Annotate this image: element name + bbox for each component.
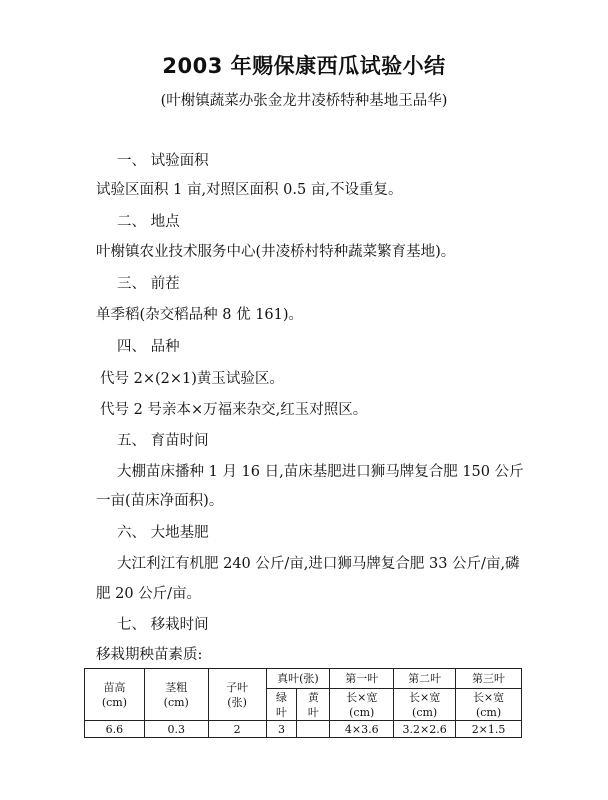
- header-stem-thickness: 茎粗 (cm): [144, 669, 208, 721]
- section-body-location: 叶榭镇农业技术服务中心(井凌桥村特种蔬菜繁育基地)。: [96, 244, 456, 260]
- header-yellow-leaf: 黄 叶: [297, 689, 330, 721]
- header-leaf3-title: 第三叶: [456, 669, 522, 689]
- cell-leaf2: 3.2×2.6: [394, 721, 456, 738]
- header-seedling-height: 苗高 (cm): [85, 669, 145, 721]
- cell-green-leaf: 3: [266, 721, 297, 738]
- header-cotyledon: 子叶 (张): [208, 669, 266, 721]
- section-body-area: 试验区面积 1 亩,对照区面积 0.5 亩,不设重复。: [96, 182, 403, 198]
- section-heading-location: 二、 地点: [117, 214, 180, 230]
- section-body-seedling-time-1: 大棚苗床播种 1 月 16 日,苗床基肥进口狮马牌复合肥 150 公斤: [117, 464, 524, 480]
- section-heading-previous-crop: 三、 前茬: [117, 276, 180, 292]
- page-subtitle: (叶榭镇蔬菜办张金龙井凌桥特种基地王品华): [160, 93, 448, 109]
- header-leaf1-size: 长×宽 (cm): [330, 689, 394, 721]
- section-body-seedling-time-2: 一亩(苗床净面积)。: [96, 493, 224, 509]
- section-heading-seedling-time: 五、 育苗时间: [117, 433, 209, 449]
- section-heading-transplant-time: 七、 移栽时间: [117, 617, 209, 633]
- section-body-base-fertilizer-2: 肥 20 公斤/亩。: [96, 586, 202, 602]
- table-row: [85, 721, 522, 738]
- section-body-variety-2: 代号 2 号亲本×万福来杂交,红玉对照区。: [100, 402, 368, 418]
- cell-height: 6.6: [85, 721, 145, 738]
- header-leaf1-title: 第一叶: [330, 669, 394, 689]
- cell-yellow-leaf: [297, 721, 330, 738]
- header-green-leaf: 绿 叶: [266, 689, 297, 721]
- header-leaf3-size: 长×宽 (cm): [456, 689, 522, 721]
- section-heading-area: 一、 试验面积: [117, 153, 209, 169]
- cell-stem: 0.3: [144, 721, 208, 738]
- section-body-transplant-time: 移栽期秧苗素质:: [96, 647, 203, 663]
- section-heading-base-fertilizer: 六、 大地基肥: [117, 525, 209, 541]
- cell-leaf3: 2×1.5: [456, 721, 522, 738]
- section-heading-variety: 四、 品种: [117, 339, 180, 355]
- seedling-quality-table: [84, 668, 522, 738]
- cell-cotyledon: 2: [208, 721, 266, 738]
- header-leaf2-title: 第二叶: [394, 669, 456, 689]
- section-body-previous-crop: 单季稻(杂交稻品种 8 优 161)。: [96, 307, 304, 323]
- section-body-base-fertilizer-1: 大江利江有机肥 240 公斤/亩,进口狮马牌复合肥 33 公斤/亩,磷: [117, 556, 520, 572]
- header-leaf2-size: 长×宽 (cm): [394, 689, 456, 721]
- header-true-leaf: 真叶(张): [266, 669, 330, 689]
- section-body-variety-1: 代号 2×(2×1)黄玉试验区。: [100, 371, 284, 387]
- cell-leaf1: 4×3.6: [330, 721, 394, 738]
- page-title: 2003 年赐保康西瓜试验小结: [162, 54, 446, 78]
